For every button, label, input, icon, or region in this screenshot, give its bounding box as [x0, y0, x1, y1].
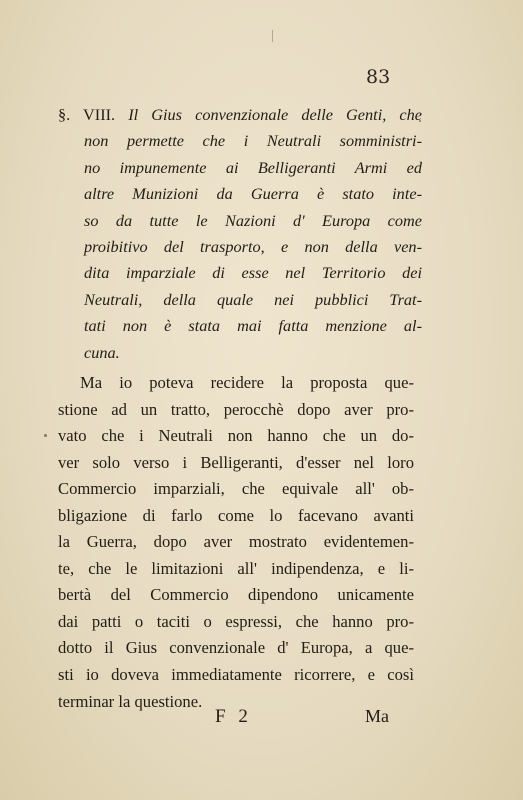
- section-line: Neutrali, della quale nei pubblici Trat-: [84, 289, 422, 309]
- paragraph-line: terminar la questione.: [58, 691, 203, 711]
- section-line: altre Munizioni da Guerra è stato inte-: [84, 184, 422, 204]
- section-line: dita imparziale di esse nel Territorio dei: [84, 263, 422, 283]
- section-viii: [58, 102, 422, 366]
- paragraph-line: Commercio imparziali, che equivale all' ob-: [58, 479, 414, 499]
- body-paragraph: [58, 370, 414, 715]
- page-number: 83: [366, 66, 391, 88]
- paragraph-line: bertà del Commercio dipendono unicamente: [58, 585, 414, 605]
- paragraph-line: vato che i Neutrali non hanno che un do-: [58, 426, 414, 446]
- catchword: Ma: [365, 706, 389, 726]
- paragraph-line: dotto il Gius convenzionale d' Europa, a que-: [58, 638, 414, 658]
- section-line: so da tutte le Nazioni d' Europa come: [84, 210, 422, 230]
- section-line: non permette che i Neutrali somministri-: [84, 131, 422, 151]
- section-line: tati non è stata mai fatta menzione al-: [84, 316, 422, 336]
- section-line: cuna.: [84, 342, 120, 362]
- section-label: §. VIII.: [58, 105, 116, 124]
- section-line: §. VIII. Il Gius convenzionale delle Genti, che: [58, 105, 422, 124]
- paragraph-line: dai patti o taciti o espressi, che hanno pro-: [58, 611, 414, 631]
- section-line: no impunemente ai Belligeranti Armi ed: [84, 157, 422, 177]
- paragraph-line: te, che le limitazioni all' indipendenza, e li-: [58, 558, 414, 578]
- paragraph-line: ver solo verso i Belligeranti, d'esser nel loro: [58, 452, 414, 472]
- paper-speck: [44, 434, 47, 437]
- paragraph-line: Ma io poteva recidere la proposta que-: [80, 373, 414, 392]
- paper-mark: [272, 30, 273, 42]
- paragraph-line: bligazione di farlo come lo facevano avanti: [58, 505, 414, 525]
- paragraph-line: sti io doveva immediatamente ricorrere, e così: [58, 665, 414, 685]
- paragraph-line: la Guerra, dopo aver mostrato evidentemen-: [58, 532, 414, 552]
- paragraph-line: stione ad un tratto, perocchè dopo aver pro-: [58, 399, 414, 419]
- section-line: proibitivo del trasporto, e non della ven-: [84, 237, 422, 257]
- printer-signature: F 2: [215, 706, 252, 727]
